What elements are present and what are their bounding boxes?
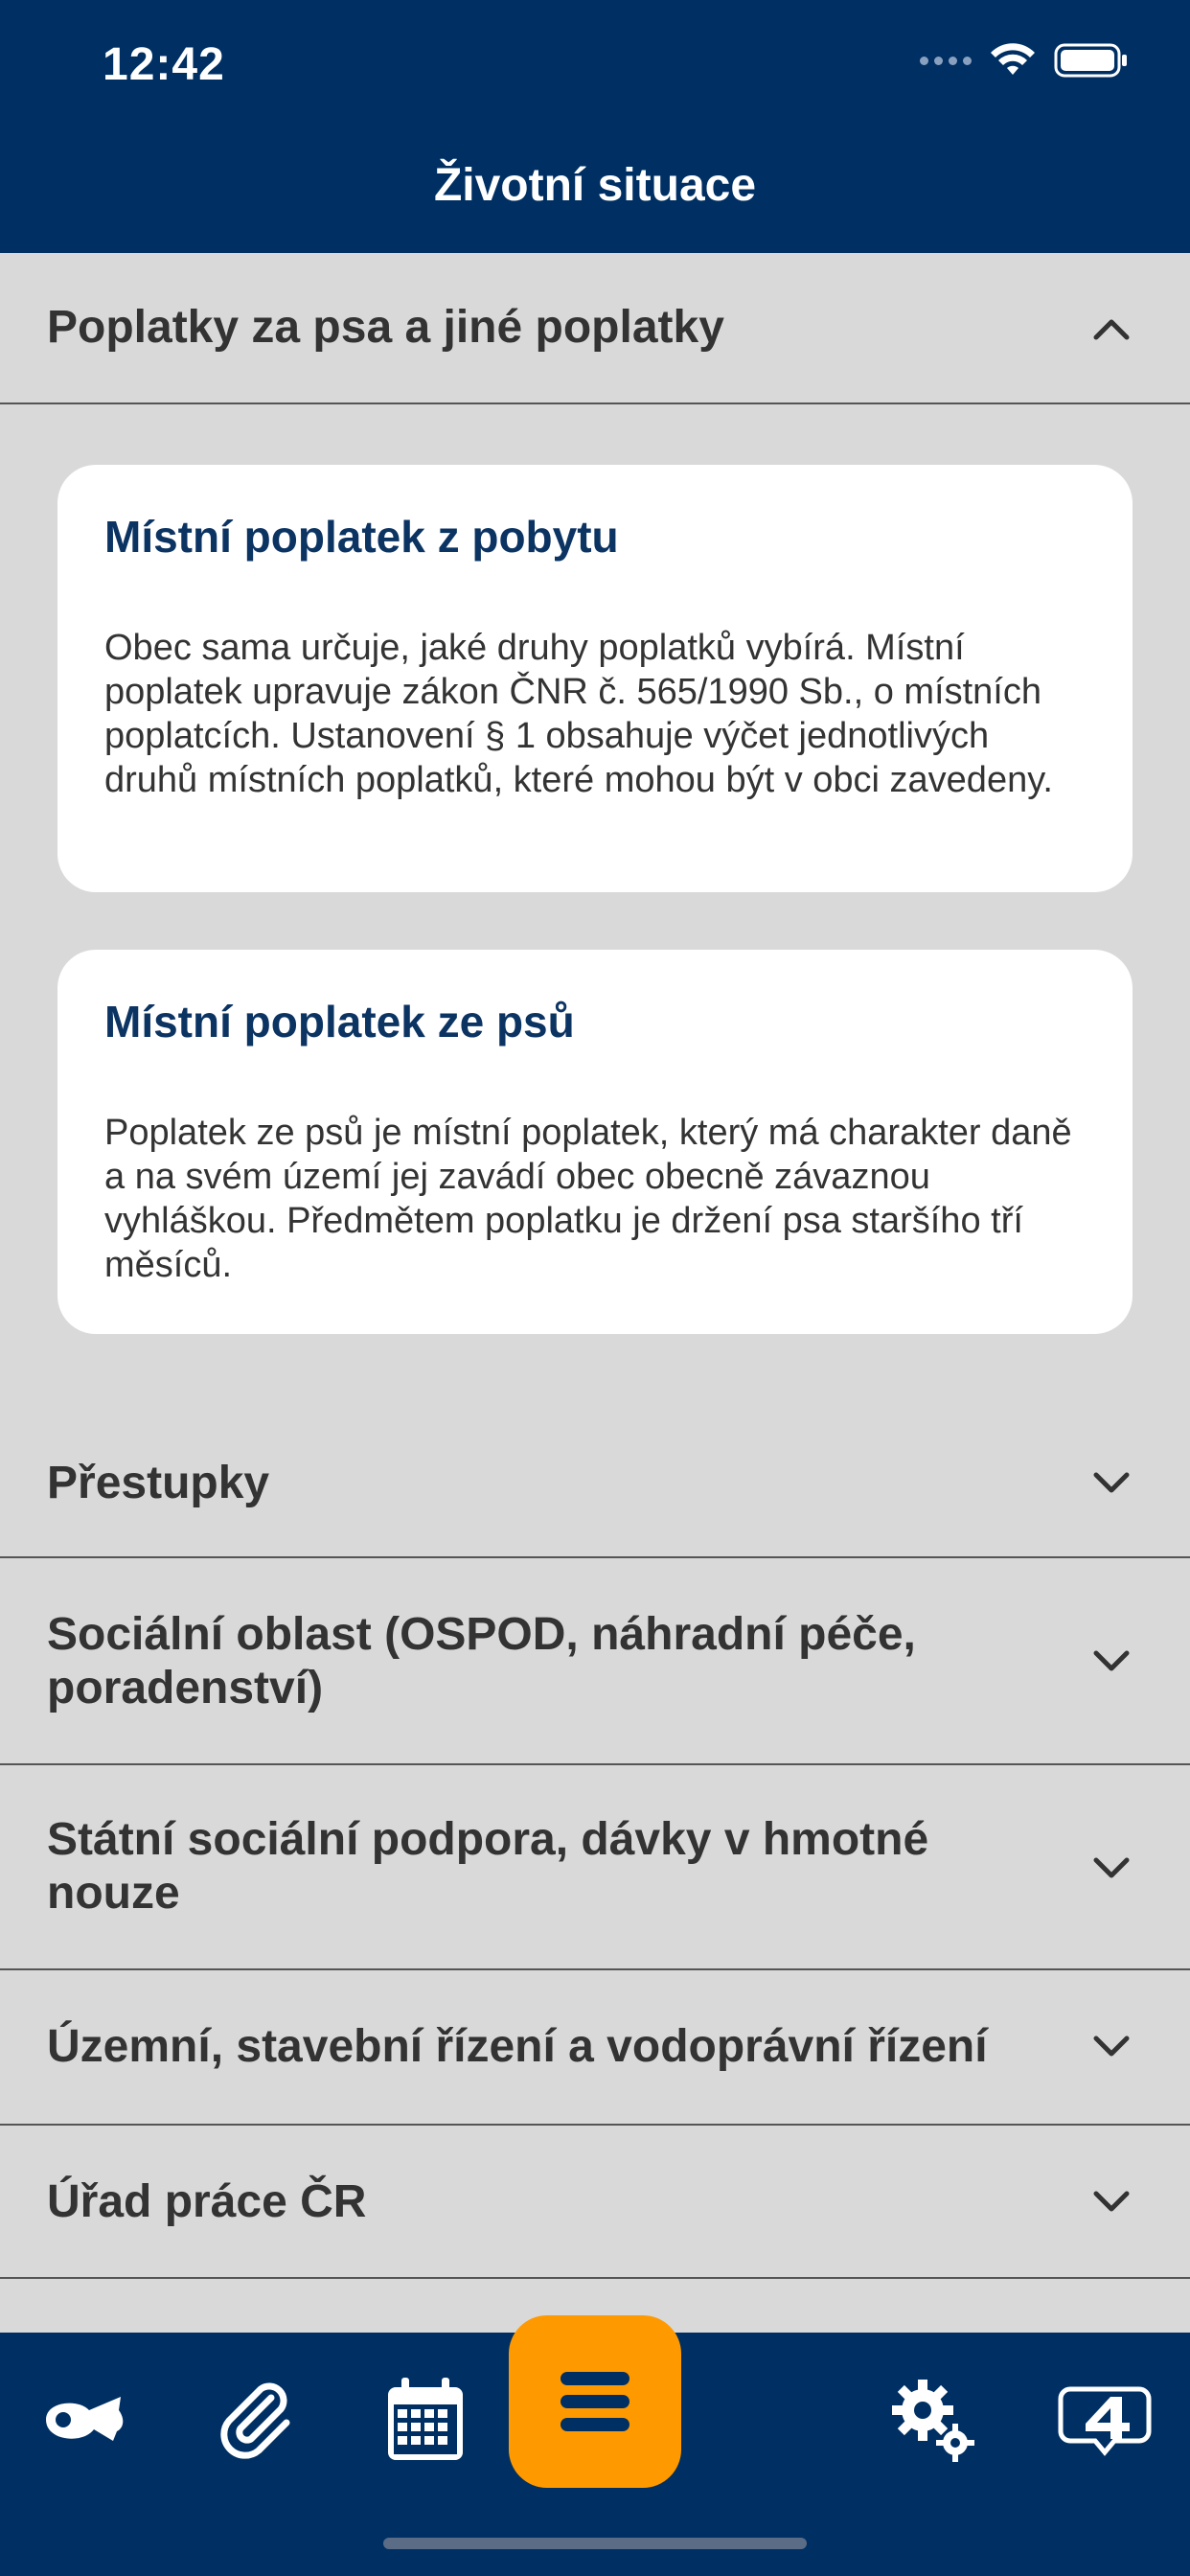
tab-settings[interactable] [880,2367,985,2472]
menu-icon [557,2368,633,2435]
tab-menu[interactable] [509,2315,681,2488]
section-header-socialni-oblast[interactable] [0,1558,1190,1765]
tab-praha4[interactable] [1052,2367,1157,2472]
card-title: Místní poplatek ze psů [104,997,575,1046]
card-text: Poplatek ze psů je místní poplatek, který má charakter daně a na svém území jej zavádí obec obecně závaznou vyhláškou. Předmětem poplatku je držení psa staršího tří měsíců. [104,1113,1072,1285]
tab-announcements[interactable] [32,2367,137,2472]
battery-icon [1054,42,1129,79]
tab-calendar[interactable] [373,2367,478,2472]
section-header-urad-prace[interactable] [0,2126,1190,2279]
page-title: Životní situace [433,160,757,211]
calendar-icon [382,2376,469,2464]
home-indicator [383,2538,807,2549]
cellular-signal-icon [920,57,972,65]
info-card[interactable] [57,950,1133,1334]
app-header [0,0,1190,253]
section-label: Přestupky [47,1458,270,1508]
section-label: Poplatky za psa a jiné poplatky [47,302,724,353]
chevron-down-icon [1090,1462,1133,1505]
section-label: Územní, stavební řízení a vodoprávní řízení [47,2021,988,2072]
chevron-down-icon [1090,1641,1133,1683]
chevron-down-icon [1090,1848,1133,1890]
chevron-down-icon [1090,2181,1133,2223]
paperclip-icon [212,2377,298,2463]
info-card[interactable] [57,465,1133,892]
announcement-horn-icon [36,2381,132,2458]
wifi-icon [989,42,1037,79]
status-icons [920,42,1129,79]
chevron-down-icon [1090,2026,1133,2068]
tab-documents[interactable] [202,2367,308,2472]
section-label: Úřad práce ČR [47,2176,367,2227]
section-header-poplatky[interactable] [0,253,1190,404]
section-header-statni-socialni-podpora[interactable] [0,1765,1190,1970]
section-label: Státní sociální podpora, dávky v hmotné nouze [47,1814,929,1919]
section-header-uzemni-rizeni[interactable] [0,1970,1190,2126]
status-time: 12:42 [103,39,225,90]
prague-4-logo-icon [1057,2381,1153,2458]
settings-gears-icon [886,2374,978,2466]
card-title: Místní poplatek z pobytu [104,512,619,562]
card-text: Obec sama určuje, jaké druhy poplatků vybírá. Místní poplatek upravuje zákon ČNR č. 565/1990 Sb., o místních poplatcích. Ustanovení § 1 obsahuje výčet jednotlivých druhů místních poplatků, které mohou být v obci zavedeny. [104,628,1053,800]
section-header-prestupky[interactable] [0,1409,1190,1558]
section-label: Sociální oblast (OSPOD, náhradní péče, poradenství) [47,1609,916,1714]
chevron-up-icon [1090,308,1133,350]
